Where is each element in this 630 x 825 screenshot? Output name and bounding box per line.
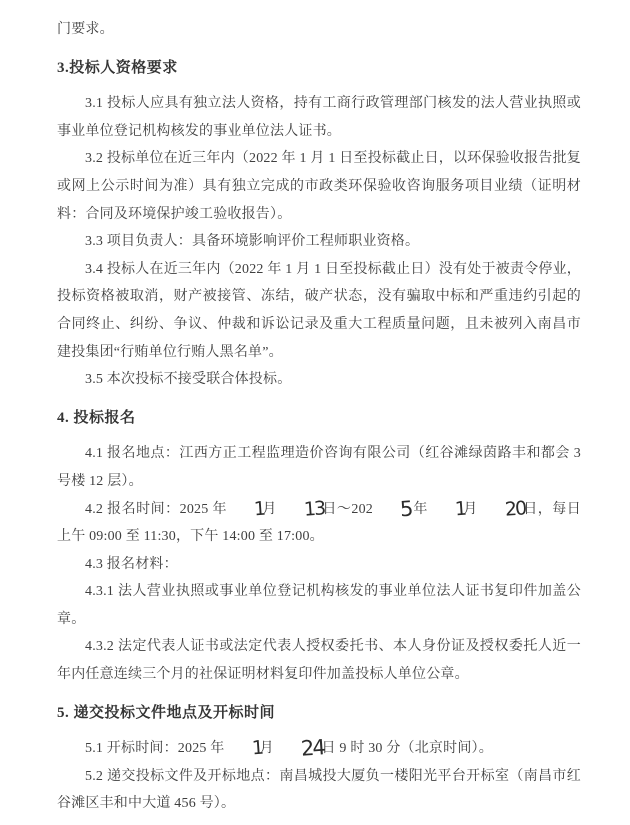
printed-text: 月 (262, 501, 277, 517)
handwritten-month: 1 (454, 497, 466, 520)
printed-text: 4.2 报名时间：2025 年 (85, 501, 227, 517)
paragraph-3-1: 3.1 投标人应具有独立法人资格，持有工商行政管理部门核发的法人营业执照或事业单位登记机构核发的事业单位法人证书。 (57, 96, 581, 139)
section-4-heading: 4. 投标报名 (57, 409, 136, 426)
printed-text: 日～202 (322, 501, 373, 517)
printed-text: 月 (259, 741, 274, 757)
paragraph-5-1 (57, 735, 581, 763)
handwritten-month: 1 (250, 736, 263, 760)
printed-text: 月 (462, 501, 478, 517)
section-5-heading: 5. 递交投标文件地点及开标时间 (57, 704, 276, 721)
handwritten-year-digit: 5 (399, 496, 413, 521)
printed-text: 年 (409, 501, 428, 517)
section-3-heading: 3.投标人资格要求 (57, 59, 178, 76)
paragraph-4-3: 4.3 报名材料： (85, 556, 178, 572)
paragraph-4-3-2: 4.3.2 法定代表人证书或法定代表人授权委托书、本人身份证及授权委托人近一年内任意连续三个月的社保证明材料复印件加盖投标人单位公章。 (57, 639, 581, 683)
handwritten-day: 24 (299, 735, 325, 762)
paragraph-4-3-1: 4.3.1 法人营业执照或事业单位登记机构核发的事业单位法人证书复印件加盖公章。 (57, 584, 581, 627)
handwritten-month: 1 (253, 497, 265, 520)
paragraph-3-5: 3.5 本次投标不接受联合体投标。 (85, 372, 292, 388)
paragraph-continuation: 门要求。 (57, 22, 114, 37)
paragraph-3-2: 3.2 投标单位在近三年内（2022 年 1 月 1 日至投标截止日，以环保验收报告批复或网上公示时间为准）具有独立完成的市政类环保验收咨询服务项目业绩（证明材料：合同及环境保护竣工验收报告）。 (57, 151, 581, 222)
printed-text: 日 9 时 30 分（北京时间）。 (321, 741, 493, 757)
document-body (57, 16, 581, 818)
paragraph-3-4: 3.4 投标人在近三年内（2022 年 1 月 1 日至投标截止日）没有处于被责令停业，投标资格被取消，财产被接管、冻结，破产状态，没有骗取中标和严重违约引起的合同终止、纠纷、争议、仲裁和诉讼记录及重大工程质量问题，且未被列入南昌市建投集团“行贿单位行贿人黑名单”。 (57, 261, 581, 360)
printed-text: 日，每日上午 09:00 至 11:30，下午 14:00 至 17:00。 (57, 501, 582, 545)
handwritten-day: 13 (303, 496, 325, 521)
paragraph-5-2: 5.2 递交投标文件及开标地点：南昌城投大厦负一楼阳光平台开标室（南昌市红谷滩区丰和中大道 456 号）。 (57, 768, 581, 812)
printed-text: 5.1 开标时间：2025 年 (85, 741, 225, 757)
paragraph-4-2 (57, 496, 581, 551)
paragraph-4-1: 4.1 报名地点：江西方正工程监理造价咨询有限公司（红谷滩绿茵路丰和都会 3 号楼 12 层）。 (57, 446, 581, 489)
paragraph-3-3: 3.3 项目负责人：具备环境影响评价工程师职业资格。 (85, 234, 420, 250)
handwritten-day: 20 (504, 496, 526, 521)
